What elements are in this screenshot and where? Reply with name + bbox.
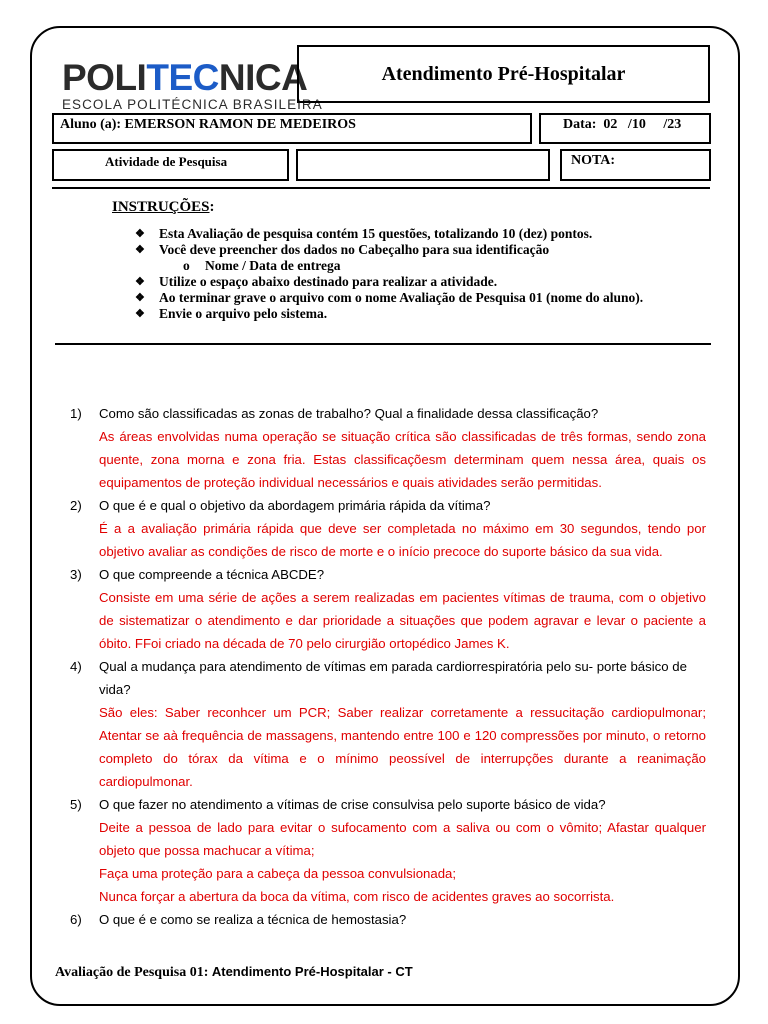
instructions-title-colon: : [209,199,215,215]
instruction-text: Esta Avaliação de pesquisa contém 15 questões, totalizando 10 (dez) pontos. [159,226,593,241]
instruction-item [135,290,725,306]
logo-part-nica: NICA [218,57,308,98]
diamond-bullet-icon: ❖ [135,292,145,304]
instructions-title [112,199,215,216]
student-name-field: Aluno (a): EMERSON RAMON DE MEDEIROS [52,113,532,144]
instruction-item [135,226,725,242]
instruction-text: Utilize o espaço abaixo destinado para realizar a atividade. [159,274,498,289]
answer-text: Nunca forçar a abertura da boca da vítima, com risco de acidentes graves ao socorrista. [99,889,615,904]
diamond-bullet-icon: ❖ [135,276,145,288]
footer-label: Avaliação de Pesquisa 01: [55,965,212,980]
circle-bullet: o [183,258,190,273]
question-block [70,563,706,655]
instructions-divider [55,343,711,345]
blank-field [296,149,550,181]
instruction-item [135,274,725,290]
diamond-bullet-icon: ❖ [135,228,145,240]
logo-subtitle: ESCOLA POLITÉCNICA BRASILEIRA [62,97,323,112]
question-text: O que fazer no atendimento a vítimas de crise consulvisa pelo suporte básico de vida? [99,797,606,812]
question-number: 5) [70,797,82,812]
questions-section [70,402,706,931]
question-block [70,655,706,793]
answer-text: As áreas envolvidas numa operação se situação crítica são classificadas de três formas, sendo zona quente, zona morna e zona fria. Estas classificaçõesm determinam quem nessa área, quais os equipamentos de proteção individual necessários e quais atividades serão permitidas. [99,429,706,490]
grade-field: NOTA: [560,149,711,181]
activity-type-field: Atividade de Pesquisa [52,149,289,181]
question [70,908,706,931]
instruction-text: Envie o arquivo pelo sistema. [159,306,328,321]
instructions-list [135,226,725,322]
instruction-item [135,242,725,258]
instruction-text: Ao terminar grave o arquivo com o nome Avaliação de Pesquisa 01 (nome do aluno). [159,290,644,305]
date-field: Data: 02 /10 /23 [539,113,711,144]
question [70,563,706,586]
answer-text: Faça uma proteção para a cabeça da pessoa convulsionada; [99,866,457,881]
question-text: Como são classificadas as zonas de trabalho? Qual a finalidade dessa classificação? [99,406,599,421]
question-block [70,793,706,908]
logo-wordmark [62,57,308,98]
question-block [70,908,706,931]
question-number: 3) [70,567,82,582]
footer-course: Atendimento Pré-Hospitalar - CT [211,964,413,979]
header-divider [52,187,710,189]
question [70,402,706,425]
diamond-bullet-icon: ❖ [135,244,145,256]
question-number: 4) [70,659,82,674]
question-block [70,494,706,563]
question [70,494,706,517]
question-number: 6) [70,912,82,927]
page-footer [55,964,413,981]
instruction-subitem-text: Nome / Data de entrega [205,258,341,273]
instructions-title-text: INSTRUÇÕES [112,199,210,215]
question-text: O que é e qual o objetivo da abordagem primária rápida da vítima? [99,498,491,513]
question-text: O que é e como se realiza a técnica de hemostasia? [99,912,407,927]
answer-text: Consiste em uma série de ações a serem realizadas em pacientes vítimas de trauma, com o objetivo de sistematizar o atendimento e dar prioridade a situações que podem agravar e levar o paciente a óbito. FFoi criado na década de 70 pelo cirurgião ortopédico James K. [99,590,706,651]
question [70,655,706,701]
question-text: O que compreende a técnica ABCDE? [99,567,325,582]
question-number: 1) [70,406,82,421]
diamond-bullet-icon: ❖ [135,308,145,320]
question [70,793,706,816]
logo-part-poli: POLI [62,57,147,98]
instruction-item [135,306,725,322]
instruction-subitem [135,258,725,274]
answer-text: Deite a pessoa de lado para evitar o sufocamento com a saliva ou com o vômito; Afastar qualquer objeto que possa machucar a vítima; [99,820,706,858]
question-block [70,402,706,494]
logo-part-tec: TEC [146,57,219,98]
document-title: Atendimento Pré-Hospitalar [297,45,710,103]
question-text: Qual a mudança para atendimento de vítimas em parada cardiorrespiratória pelo su- porte básico de vida? [99,659,687,697]
school-logo [62,57,323,112]
answer-text: É a a avaliação primária rápida que deve ser completada no máximo em 30 segundos, tendo por objetivo avaliar as condições de risco de morte e o início precoce do suporte básico da sua vida. [99,521,706,559]
instruction-text: Você deve preencher dos dados no Cabeçalho para sua identificação [159,242,550,257]
answer-text: São eles: Saber reconhcer um PCR; Saber realizar corretamente a ressucitação cardiopulmonar; Atentar se aà frequência de massagens, mantendo entre 100 e 120 compressões por minuto, o retorno completo do tórax da vítima e o mínimo peossível de interrupções durante a reanimação cardiopulmonar. [99,705,706,789]
question-number: 2) [70,498,82,513]
